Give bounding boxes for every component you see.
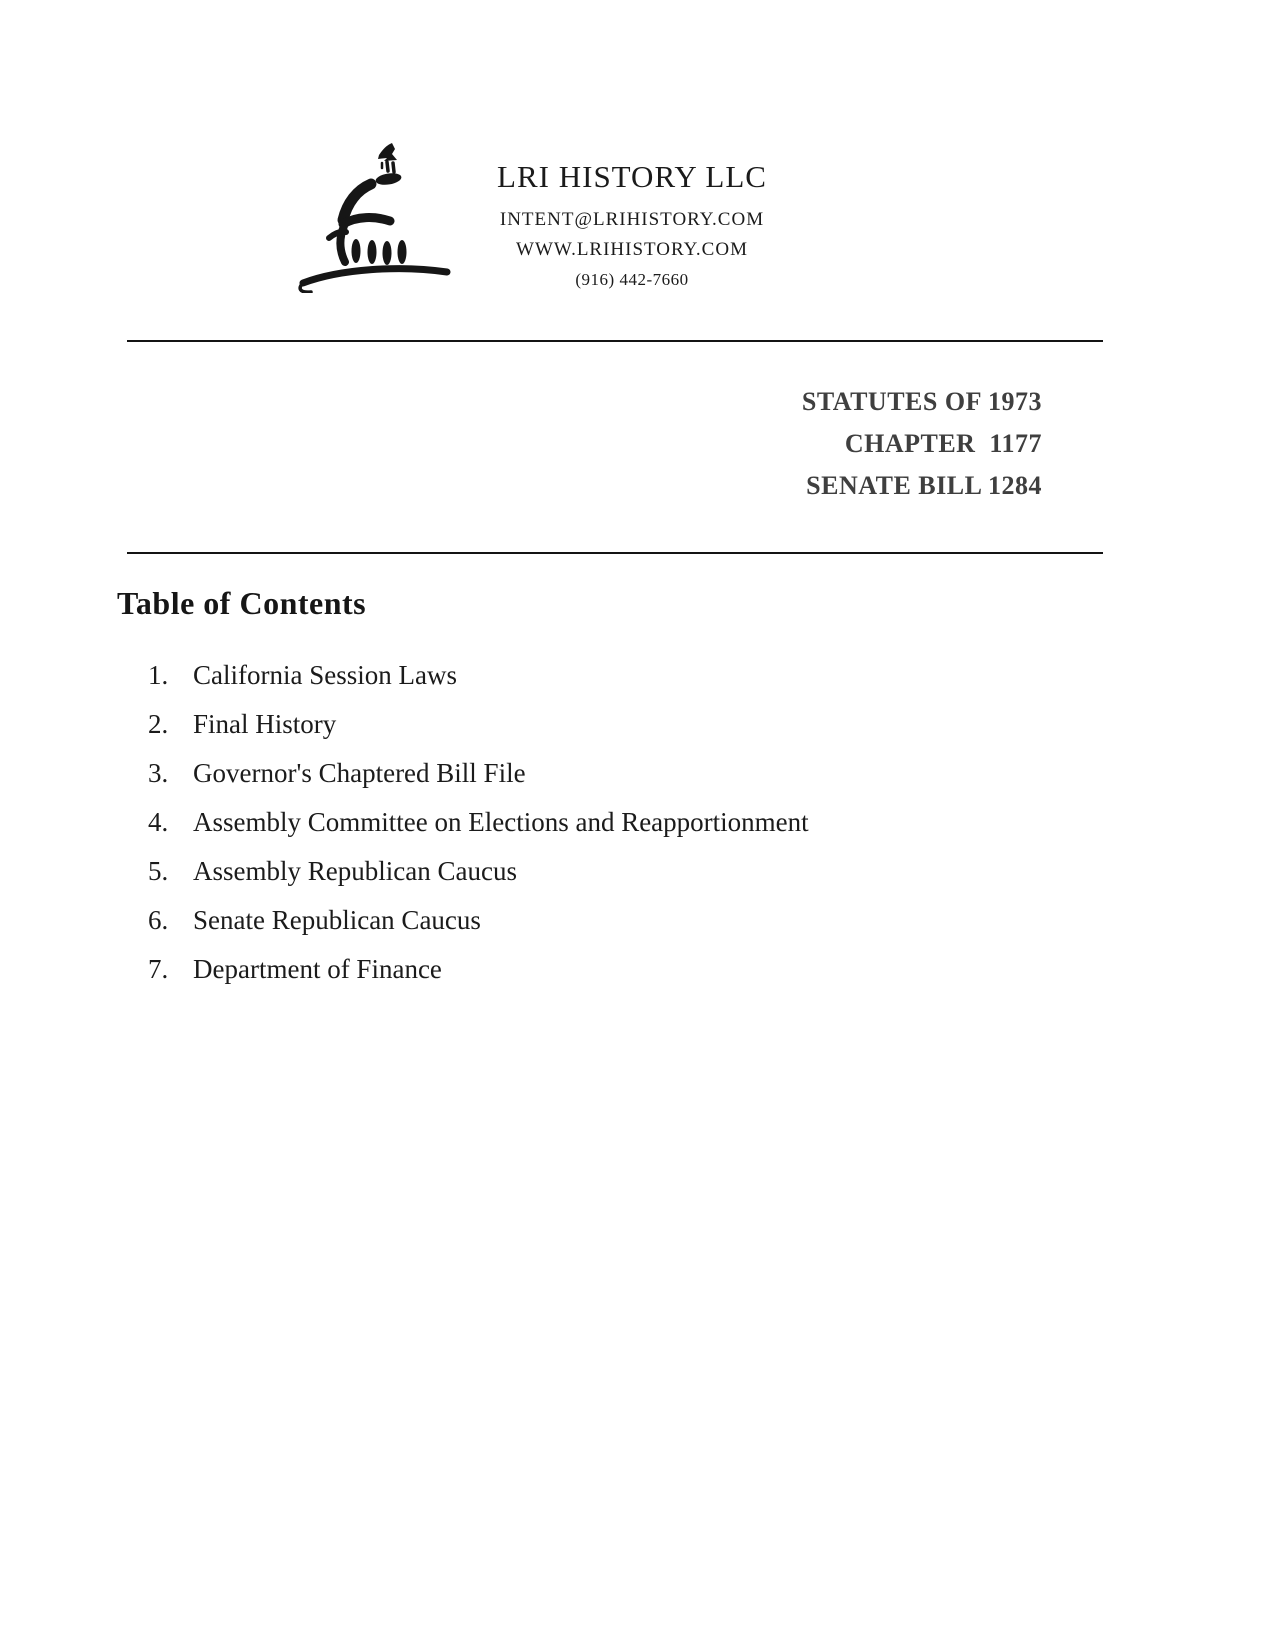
toc-item-number: 1. <box>148 660 169 690</box>
toc-item-number: 4. <box>148 807 169 837</box>
toc-item-label: Assembly Committee on Elections and Reapportionment <box>193 807 809 837</box>
toc-item <box>148 660 809 690</box>
toc-item-label: Department of Finance <box>193 954 442 984</box>
toc-title: Table of Contents <box>117 585 367 621</box>
divider-bottom <box>127 552 1103 554</box>
toc-item <box>148 856 809 886</box>
toc-item <box>148 709 809 739</box>
toc-item <box>148 954 809 984</box>
toc-item-label: Governor's Chaptered Bill File <box>193 758 526 788</box>
toc-item-number: 3. <box>148 758 169 788</box>
toc-item-label: Assembly Republican Caucus <box>193 856 517 886</box>
toc-list <box>148 660 809 1003</box>
toc-item <box>148 905 809 935</box>
toc-item <box>148 807 809 837</box>
toc-item-number: 5. <box>148 856 169 886</box>
toc-item-label: California Session Laws <box>193 660 457 690</box>
toc-item <box>148 758 809 788</box>
toc-item-number: 7. <box>148 954 169 984</box>
chapter-line: CHAPTER 1177 <box>844 429 1042 458</box>
toc-item-number: 6. <box>148 905 169 935</box>
statutes-line: STATUTES OF 1973 <box>801 387 1042 416</box>
divider-top <box>127 340 1103 342</box>
toc-item-label: Senate Republican Caucus <box>193 905 481 935</box>
company-website: WWW.LRIHISTORY.COM <box>516 239 748 260</box>
letterhead <box>382 159 882 295</box>
company-email: INTENT@LRIHISTORY.COM <box>499 209 765 230</box>
toc-item-number: 2. <box>148 709 169 739</box>
senate-bill-line: SENATE BILL 1284 <box>806 471 1042 500</box>
company-name: LRI HISTORY LLC <box>497 159 767 194</box>
statute-reference <box>802 381 1042 507</box>
toc-item-label: Final History <box>193 709 337 739</box>
company-phone: (916) 442-7660 <box>575 270 689 289</box>
